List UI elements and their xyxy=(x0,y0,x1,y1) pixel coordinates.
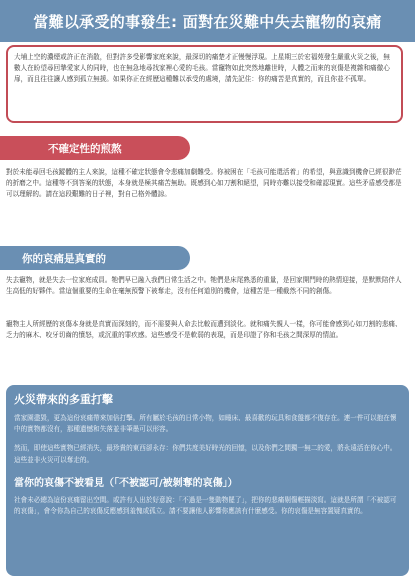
page-header xyxy=(0,0,415,42)
intro-text: 大埔上空的濃煙或許正在消散，但對許多受影響家庭來說，最深切的痛楚才正慢慢浮現。上星期三於宏福苑發生嚴重火災之後，無數人在盼望尋回摯愛家人的同時，也在無急地尋找家裡心愛的毛孩。當寵物如此突然地離世時，人體之而來的哀傷是複雜和痛徹心扉，而且往往讓人感到孤立無援。如果你正在經歷這種難以承受的處境，請先記住：你的痛苦是真實的，而且你並不孤單。 xyxy=(14,53,390,83)
page-title: 當難以承受的事發生: 面對在災難中失去寵物的哀痛 xyxy=(33,12,382,31)
section-heading-uncertainty: 不確定性的煎熬 xyxy=(0,136,190,160)
info-card xyxy=(6,385,409,576)
section-uncertainty-text: 對於未能尋回毛孩蹤體的主人來說，這種不確定狀態會令悲痛加劇難受。你被困在「毛孩可能還活着」的希望，與意識到機會已經很渺茫的折磨之中。這種等不到答案的狀態，本身就是極其痛苦無助。既感到心如刀割和絕望，同時亦難以接受和確認現實。這些矛盾感受都是可以理解的。請在這段艱難的日子裡，對自己格外體諒。 xyxy=(6,168,402,199)
section-heading-grief-is-real: 你的哀痛是真實的 xyxy=(0,246,190,270)
card-paragraph-2: 然而，即使這些實物已經消失，最珍貴的東西卻永存：你們共度美好時光的回憶，以及你們之間獨一無二的愛，將永遠活在你心中。這些並非火災可以奪走的。 xyxy=(14,444,397,464)
card-paragraph-1: 當家園盡毀，更為這份哀痛帶來加倍打擊。所有屬於毛孩的日常小物，如睡床、最喜歡的玩具和食盤都不復存在。連一件可以抱在懷中的實物都沒有，那種遺憾和失落並非筆墨可以形容。 xyxy=(14,414,397,434)
card-heading-disenfranchised-grief: 當你的哀傷不被看見（「不被認可/被剝奪的哀傷」） xyxy=(14,477,238,489)
grief-paragraph-2: 寵物主人所經歷的哀傷本身就是真實而深刻的，而不需要與人命去比較而遭到淡化。就和痛失親人一樣，你可能會感到心如刀割的悲痛、乏力的麻木、咬牙切齒的憤怒，或沉重的罪疚感。這些感受不是軟弱的表現，而是印證了你和毛孩之間深厚的情誼。 xyxy=(6,320,402,340)
card-paragraph-3: 社會未必總為這份哀痛留出空間。或許有人出於好意說：「不過是一隻動物罷了」，把你的悲痛剔傷輕描淡寫。這就是所謂「不被認可的哀傷」，會令你為自己的哀傷反應感到羞愧或孤立。請不要讓他人影響你應該有什麼感受。你的哀傷是無容置疑真實的。 xyxy=(14,495,397,516)
card-heading-multiple-blows: 火災帶來的多重打擊 xyxy=(14,393,113,406)
intro-box xyxy=(6,45,403,123)
grief-paragraph-1: 失去寵物，就是失去一位家庭成員。牠們早已融入我們日常生活之中。牠們是床尾熟悉的重量，是回家開門時的熱情迎接，是默默陪伴人生高低的好夥伴。當這個重要的生命在毫無預警下被奪走，沒有任何道別的機會，這種苦是一種截然不同的創傷。 xyxy=(6,276,402,296)
